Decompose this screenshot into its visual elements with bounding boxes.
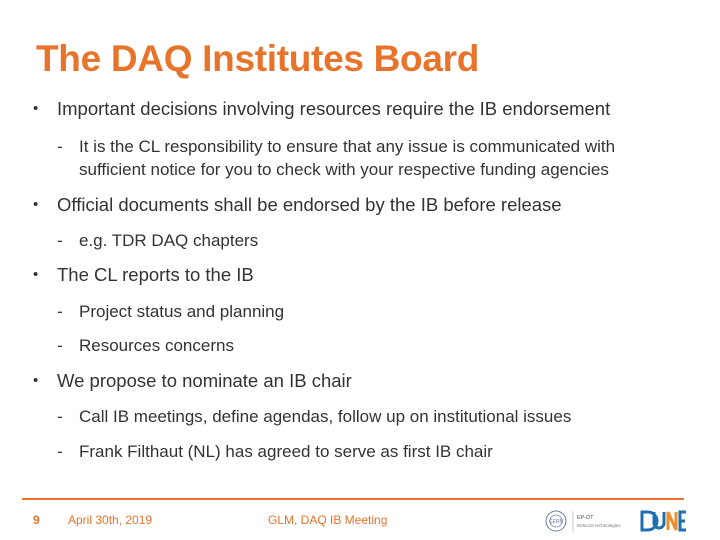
footer-logos [544, 506, 688, 536]
bullet-text: Important decisions involving resources require the IB endorsement [57, 98, 611, 119]
footer-event: GLM, DAQ IB Meeting [268, 513, 388, 527]
svg-text:EP-DT: EP-DT [577, 515, 594, 521]
sub-bullet-mark: - [57, 442, 63, 461]
cern-logo [546, 511, 566, 531]
sub-bullet-text: Frank Filthaut (NL) has agreed to serve as first IB chair [79, 442, 493, 461]
sub-bullet-mark: - [57, 137, 63, 156]
footer-date: April 30th, 2019 [68, 513, 153, 527]
footer-divider [22, 498, 684, 500]
sub-bullet-text: It is the CL responsibility to ensure that any issue is communicated with [79, 137, 616, 156]
sub-bullet-text: sufficient notice for you to check with your respective funding agencies [79, 160, 609, 179]
svg-text:DUNE: DUNE [544, 506, 547, 507]
sub-bullet-text: Resources concerns [79, 336, 234, 355]
bullet-mark: • [33, 100, 39, 117]
sub-bullet-text: Project status and planning [79, 302, 285, 321]
page-number: 9 [33, 513, 40, 527]
sub-bullet-text: Call IB meetings, define agendas, follow up on institutional issues [79, 407, 572, 426]
sub-bullet-mark: - [57, 407, 63, 426]
svg-text:Detector technologies: Detector technologies [577, 523, 621, 528]
sub-bullet-mark: - [57, 336, 63, 355]
bullet-mark: • [33, 196, 39, 213]
bullet-mark: • [33, 372, 39, 389]
bullet-text: The CL reports to the IB [57, 264, 254, 285]
sub-bullet-mark: - [57, 231, 63, 250]
bullet-text: We propose to nominate an IB chair [57, 370, 352, 391]
bullet-text: Official documents shall be endorsed by the IB before release [57, 194, 562, 215]
slide-title: The DAQ Institutes Board [36, 38, 479, 79]
bullet-mark: • [33, 266, 39, 283]
sub-bullet-text: e.g. TDR DAQ chapters [79, 231, 259, 250]
sub-bullet-mark: - [57, 302, 63, 321]
ep-dt-logo [577, 515, 621, 528]
svg-text:CERN: CERN [548, 519, 564, 525]
